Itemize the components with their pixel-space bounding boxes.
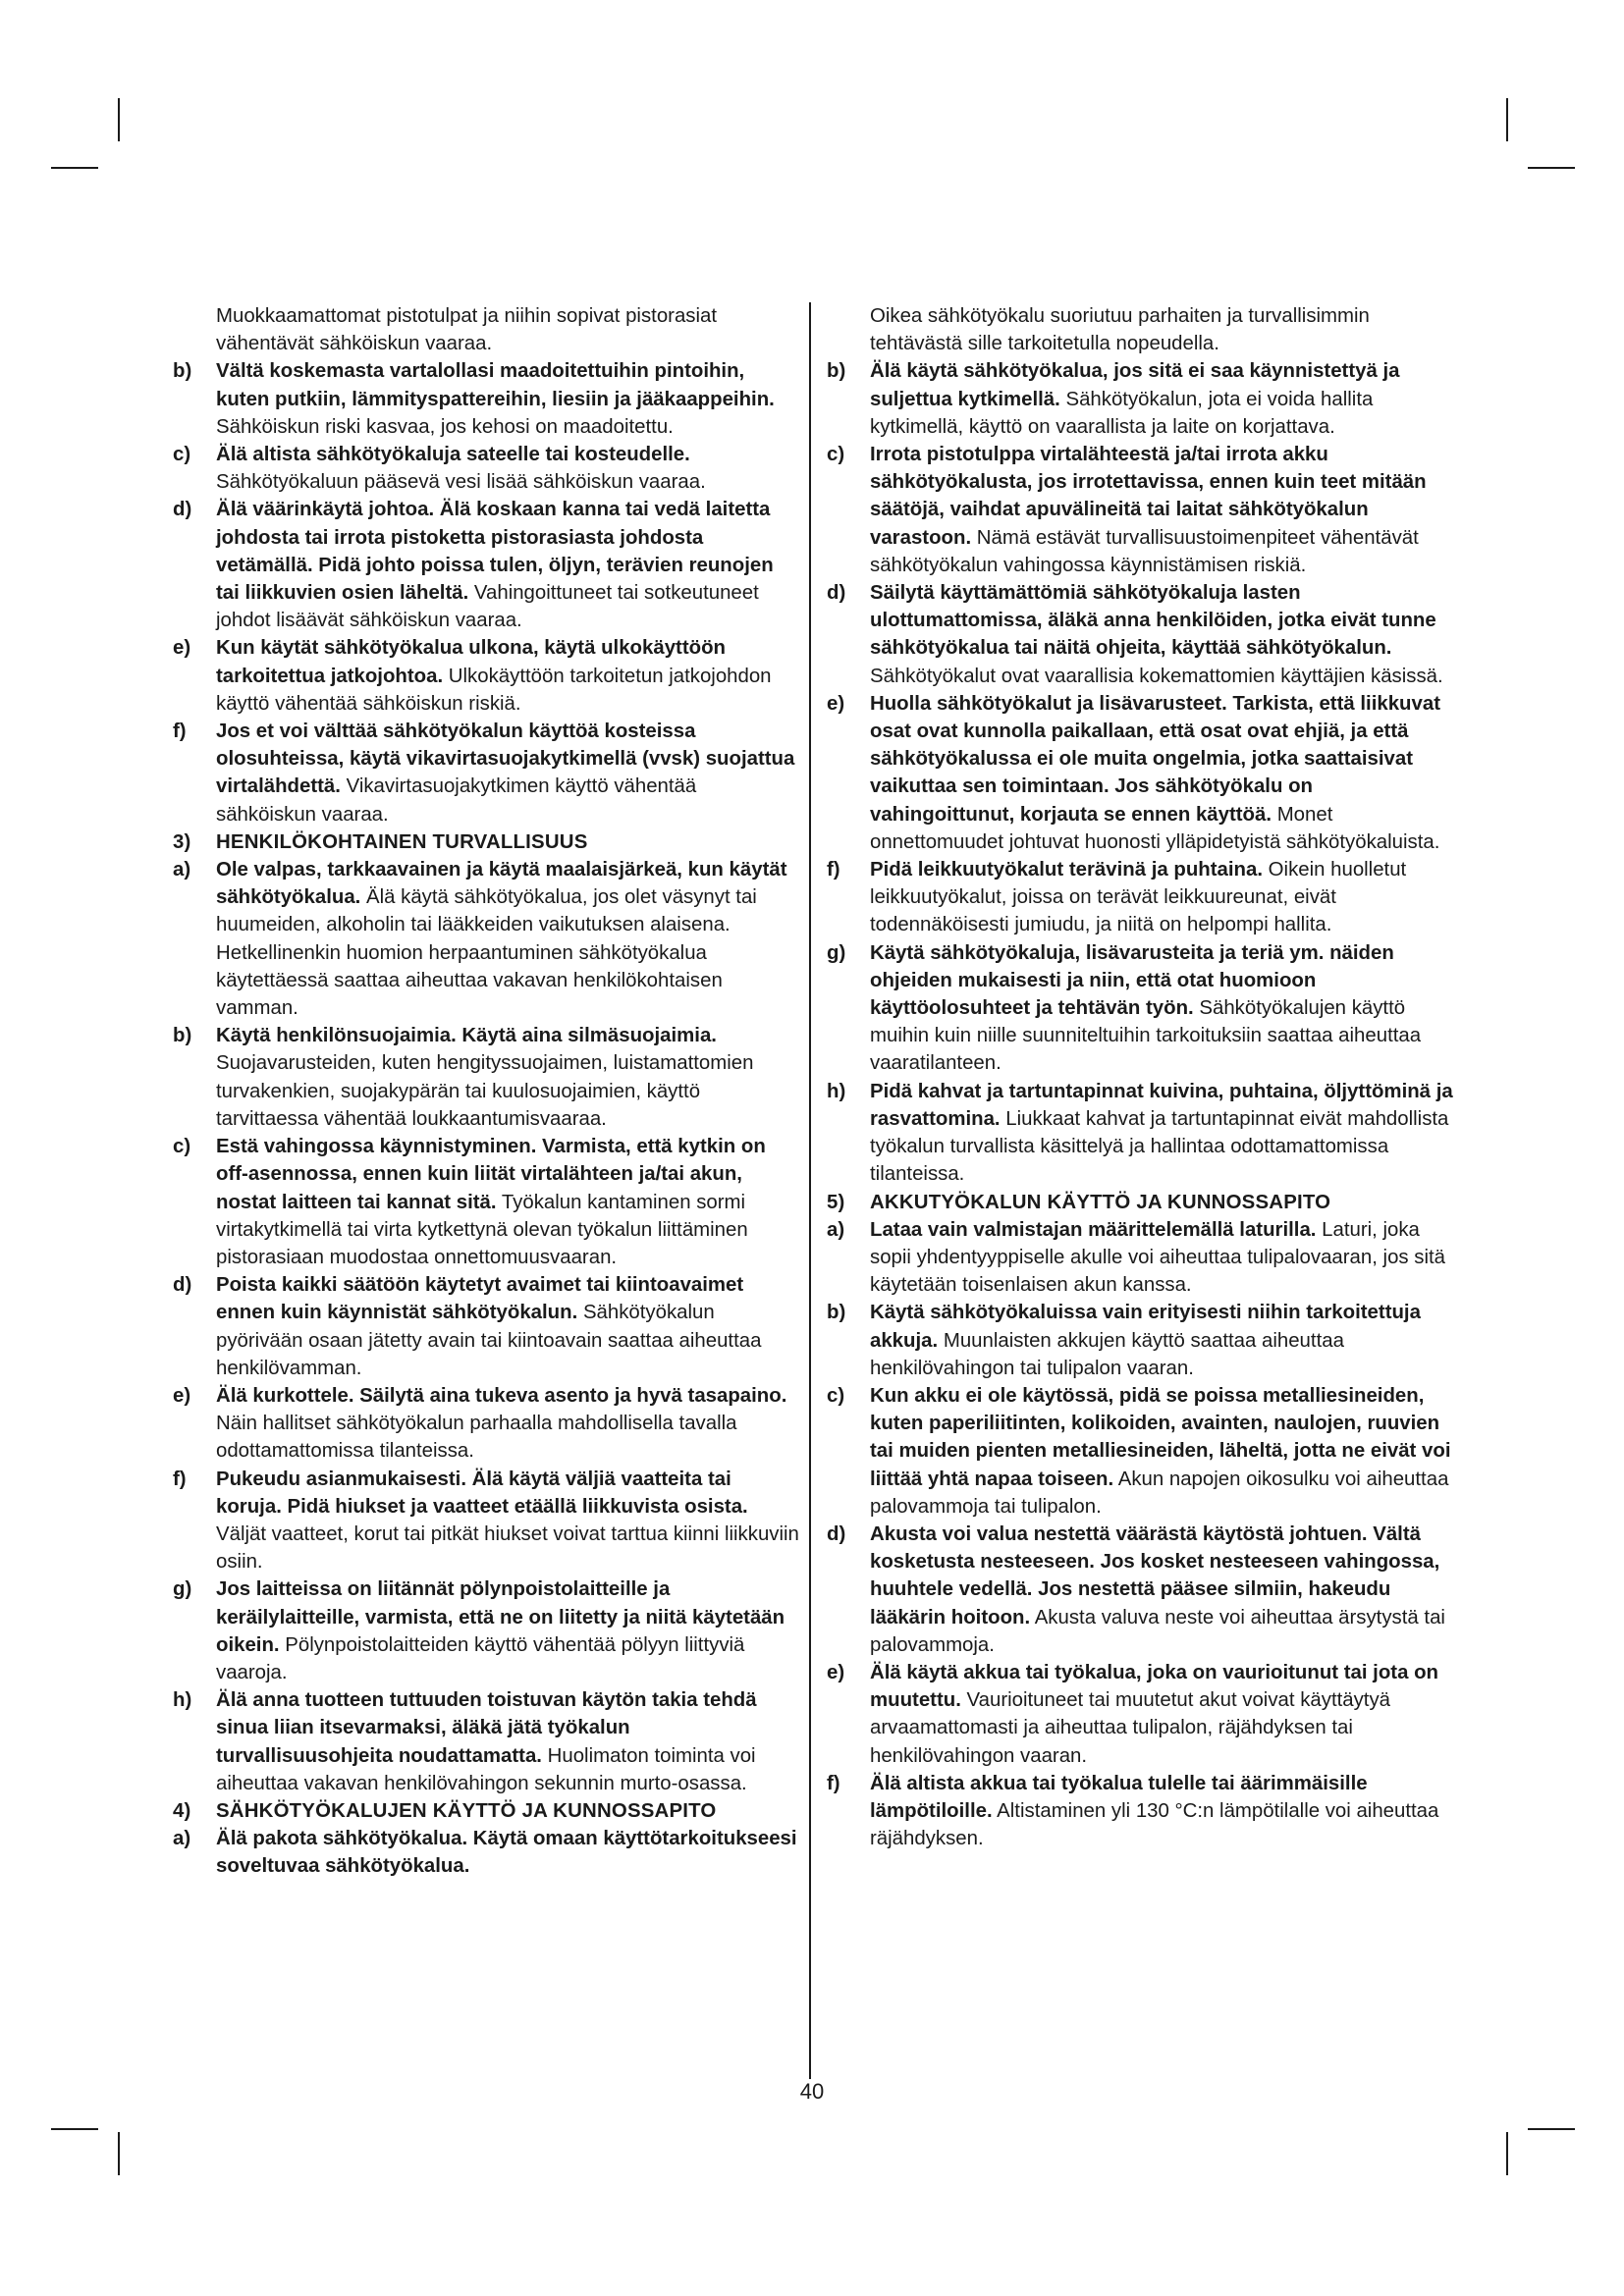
left-items-section-2	[173, 357, 801, 828]
item-body-text: Ulkokäyttöön tarkoitetun jatkojohdon käyttö vähentää sähköiskun riskiä.	[216, 665, 772, 715]
item-label: c)	[173, 444, 191, 466]
item-label: d)	[827, 582, 846, 605]
item-label: e)	[827, 1661, 845, 1683]
item-bold-text: Säilytä käyttämättömiä sähkötyökaluja lasten ulottumattomissa, äläkä anna henkilöiden, jotka eivät tunne sähkötyökalua tai näitä ohjeita, käyttää sähkötyökalun.	[870, 582, 1436, 660]
item-body-text: Sähkötyökalut ovat vaarallisia kokemattomien käyttäjien käsissä.	[870, 665, 1443, 687]
crop-mark-bottom-left-vertical	[118, 2132, 120, 2175]
item-label: e)	[173, 637, 191, 660]
instruction-item	[173, 718, 801, 828]
crop-mark-top-left-horizontal	[51, 167, 98, 169]
instruction-item	[827, 579, 1455, 690]
item-body-text: Sähkötyökaluun pääsevä vesi lisää sähköiskun vaaraa.	[216, 471, 706, 494]
item-bold-text: Lataa vain valmistajan määrittelemällä laturilla.	[870, 1218, 1317, 1241]
instruction-item	[173, 1133, 801, 1271]
item-label: b)	[827, 360, 846, 383]
instruction-item	[827, 441, 1455, 579]
item-body-text: Akusta valuva neste voi aiheuttaa ärsytystä tai palovammoja.	[870, 1606, 1445, 1656]
item-bold-text: Irrota pistotulppa virtalähteestä ja/tai irrota akku sähkötyökalusta, jos irrotettavissa, ennen kuin teet mitään säätöjä, vaihdat apuvälineitä tai laitat sähkötyökalun varastoon.	[870, 444, 1427, 549]
left-items-section-3	[173, 856, 801, 1797]
left-column	[173, 302, 801, 1881]
item-body-text: Huolimaton toiminta voi aiheuttaa vakavan henkilövahingon sekunnin murto-osassa.	[216, 1744, 756, 1794]
item-label: a)	[173, 859, 191, 881]
item-bold-text: Pidä leikkuutyökalut terävinä ja puhtaina.	[870, 859, 1263, 881]
section-3-heading: 3) HENKILÖKOHTAINEN TURVALLISUUS	[173, 830, 588, 853]
item-bold-text: Poista kaikki säätöön käytetyt avaimet tai kiintoavaimet ennen kuin käynnistät sähkötyökalun.	[216, 1274, 744, 1324]
instruction-item	[827, 1299, 1455, 1382]
item-bold-text: Vältä koskemasta vartalollasi maadoitettuihin pintoihin, kuten putkiin, lämmityspattereihin, liesiin ja jääkaappeihin.	[216, 360, 775, 410]
instruction-item	[173, 856, 801, 1022]
instruction-item	[827, 1078, 1455, 1189]
item-bold-text: Ole valpas, tarkkaavainen ja käytä maalaisjärkeä, kun käytät sähkötyökalua.	[216, 859, 787, 909]
page-number: 40	[799, 2079, 825, 2104]
item-bold-text: Pukeudu asianmukaisesti. Älä käytä väljiä vaatteita tai koruja. Pidä hiukset ja vaatteet etäällä liikkuvista osista.	[216, 1468, 748, 1518]
item-body-text: Sähkötyökalujen käyttö muihin kuin niille suunniteltuihin tarkoituksiin saattaa aiheuttaa vaaratilanteen.	[870, 997, 1422, 1075]
item-bold-text: Käytä henkilönsuojaimia. Käytä aina silmäsuojaimia.	[216, 1025, 717, 1047]
item-label: b)	[827, 1302, 846, 1324]
item-body-text: Sähköiskun riski kasvaa, jos kehosi on maadoitettu.	[216, 415, 674, 438]
item-bold-text: Jos et voi välttää sähkötyökalun käyttöä kosteissa olosuhteissa, käytä vikavirtasuojakytkimellä (vvsk) suojattua virtalähdettä.	[216, 721, 795, 798]
item-label: f)	[827, 859, 840, 881]
instruction-item	[827, 357, 1455, 441]
instruction-item	[173, 1022, 801, 1133]
right-items-section-5	[827, 1216, 1455, 1853]
item-label: e)	[173, 1384, 191, 1407]
item-label: f)	[173, 1468, 187, 1490]
item-label: f)	[173, 721, 187, 743]
instruction-item	[173, 1575, 801, 1686]
instruction-item	[827, 1382, 1455, 1521]
item-bold-text: Käytä sähkötyökaluissa vain erityisesti niihin tarkoitettuja akkuja.	[870, 1302, 1421, 1352]
item-body-text: Laturi, joka sopii yhdentyyppiselle akulle voi aiheuttaa tulipalovaaran, jos sitä käytetään toisenlaisen akun kanssa.	[870, 1218, 1446, 1297]
item-body-text: Työkalun kantaminen sormi virtakytkimellä tai virta kytkettynä olevan työkalun liittäminen pistorasiaan muodostaa onnettomuusvaaran.	[216, 1191, 748, 1268]
item-bold-text: Kun käytät sähkötyökalua ulkona, käytä ulkokäyttöön tarkoitettua jatkojohtoa.	[216, 637, 726, 687]
item-label: d)	[827, 1522, 846, 1545]
instruction-item	[173, 1271, 801, 1382]
item-body-text: Pölynpoistolaitteiden käyttö vähentää pölyyn liittyviä vaaroja.	[216, 1633, 745, 1683]
item-bold-text: Akusta voi valua nestettä väärästä käytöstä johtuen. Vältä kosketusta nesteeseen. Jos kosket nesteeseen vahingossa, huuhtele vedellä. Jos nestettä pääsee silmiin, hakeudu lääkärin hoitoon.	[870, 1522, 1440, 1629]
item-label: h)	[827, 1080, 846, 1102]
item-body-text: Älä käytä sähkötyökalua, jos olet väsynyt tai huumeiden, alkoholin tai lääkkeiden vaikutuksen alaisena. Hetkellinenkin huomion herpaantuminen sähkötyökalua käytettäessä saattaa aiheuttaa vakavan henkilökohtaisen vamman.	[216, 886, 757, 1020]
item-label: e)	[827, 692, 845, 715]
column-divider	[809, 302, 811, 2079]
item-label: d)	[173, 1274, 192, 1297]
section-4-heading: 4) SÄHKÖTYÖKALUJEN KÄYTTÖ JA KUNNOSSAPITO	[173, 1799, 717, 1822]
item-body-text: Vahingoittuneet tai sotkeutuneet johdot lisäävät sähköiskun vaaraa.	[216, 582, 759, 632]
item-label: g)	[173, 1578, 192, 1601]
item-body-text: Sähkötyökalun pyörivään osaan jätetty avain tai kiintoavain saattaa aiheuttaa henkilövamman.	[216, 1302, 762, 1379]
instruction-item	[827, 690, 1455, 856]
item-body-text: Oikein huolletut leikkuutyökalut, joissa on terävät leikkuureunat, eivät todennäköisesti jumiudu, ja niitä on helpompi hallita.	[870, 859, 1407, 936]
item-bold-text: Älä altista akkua tai työkalua tulelle tai äärimmäisille lämpötiloille.	[870, 1772, 1368, 1822]
left-intro: Muokkaamattomat pistotulpat ja niihin sopivat pistorasiat vähentävät sähköiskun vaaraa.	[216, 305, 718, 355]
item-label: d)	[173, 499, 192, 521]
crop-mark-top-right-horizontal	[1528, 167, 1575, 169]
instruction-item	[173, 1382, 801, 1466]
item-bold-text: Älä käytä sähkötyökalua, jos sitä ei saa käynnistettyä ja suljettua kytkimellä.	[870, 360, 1400, 410]
instruction-item	[827, 1659, 1455, 1770]
item-bold-text: Huolla sähkötyökalut ja lisävarusteet. Tarkista, että liikkuvat osat ovat kunnolla paikallaan, että osat ovat ehjiä, ja että sähkötyökalussa ei ole muita ongelmia, jotka saattaisivat vaikuttaa sen toimintaan. Jos sähkötyökalu on vahingoittunut, korjauta se ennen käyttöä.	[870, 692, 1440, 826]
instruction-item	[173, 357, 801, 441]
item-body-text: Muunlaisten akkujen käyttö saattaa aiheuttaa henkilövahingon tai tulipalon vaaran.	[870, 1329, 1344, 1379]
item-body-text: Näin hallitset sähkötyökalun parhaalla mahdollisella tavalla odottamattomissa tilanteissa.	[216, 1413, 737, 1463]
crop-mark-bottom-right-horizontal	[1528, 2128, 1575, 2130]
instruction-item	[173, 634, 801, 718]
item-bold-text: Estä vahingossa käynnistyminen. Varmista, että kytkin on off-asennossa, ennen kuin liität virtalähteen ja/tai akun, nostat laitteen tai kannat sitä.	[216, 1136, 766, 1213]
instruction-item	[827, 939, 1455, 1078]
instruction-item	[173, 1825, 801, 1880]
instruction-item	[827, 856, 1455, 939]
item-bold-text: Kun akku ei ole käytössä, pidä se poissa metalliesineiden, kuten paperiliitinten, kolikoiden, avainten, naulojen, ruuvien tai muiden pienten metalliesineiden, läheltä, jotta ne eivät voi liittää yhtä napaa toiseen.	[870, 1384, 1451, 1490]
instruction-item	[173, 496, 801, 634]
item-bold-text: Älä kurkottele. Säilytä aina tukeva asento ja hyvä tasapaino.	[216, 1384, 787, 1407]
item-body-text: Liukkaat kahvat ja tartuntapinnat eivät mahdollista työkalun turvallista käsittelyä ja hallintaa odottamattomissa tilanteissa.	[870, 1107, 1449, 1186]
item-label: c)	[827, 1384, 845, 1407]
item-bold-text: Pidä kahvat ja tartuntapinnat kuivina, puhtaina, öljyttöminä ja rasvattomina.	[870, 1080, 1453, 1130]
item-bold-text: Jos laitteissa on liitännät pölynpoistolaitteille ja keräilylaitteille, varmista, että ne on liitetty ja niitä käytetään oikein.	[216, 1578, 785, 1656]
item-bold-text: Käytä sähkötyökaluja, lisävarusteita ja teriä ym. näiden ohjeiden mukaisesti ja niin, että otat huomioon käyttöolosuhteet ja tehtävän työn.	[870, 941, 1394, 1020]
item-bold-text: Älä anna tuotteen tuttuuden toistuvan käytön takia tehdä sinua liian itsevarmaksi, äläkä jätä työkalun turvallisuusohjeita noudattamatta.	[216, 1689, 757, 1767]
item-label: b)	[173, 360, 192, 383]
right-column	[827, 302, 1455, 1852]
left-items-section-4	[173, 1825, 801, 1880]
item-bold-text: Älä altista sähkötyökaluja sateelle tai kosteudelle.	[216, 444, 690, 466]
right-items-section-4	[827, 357, 1455, 1188]
item-label: a)	[173, 1828, 191, 1850]
item-label: h)	[173, 1689, 192, 1712]
item-body-text: Vaurioituneet tai muutetut akut voivat käyttäytyä arvaamattomasti ja aiheuttaa tulipalon, räjähdyksen tai henkilövahingon vaaran.	[870, 1689, 1391, 1767]
item-label: f)	[827, 1772, 840, 1794]
crop-mark-top-left-vertical	[118, 98, 120, 141]
item-bold-text: Älä käytä akkua tai työkalua, joka on vaurioitunut tai jota on muutettu.	[870, 1661, 1439, 1712]
item-label: a)	[827, 1218, 845, 1241]
instruction-item	[827, 1216, 1455, 1300]
item-label: c)	[827, 444, 845, 466]
item-bold-text: Älä väärinkäytä johtoa. Älä koskaan kanna tai vedä laitetta johdosta tai irrota pistoketta pistorasiasta johdosta vetämällä. Pidä johto poissa tulen, öljyn, terävien reunojen tai liikkuvien osien läheltä.	[216, 499, 774, 605]
crop-mark-top-right-vertical	[1506, 98, 1508, 141]
item-body-text: Väljät vaatteet, korut tai pitkät hiukset voivat tarttua kiinni liikkuviin osiin.	[216, 1522, 799, 1574]
instruction-item	[827, 1521, 1455, 1659]
item-bold-text: Älä pakota sähkötyökalua. Käytä omaan käyttötarkoitukseesi soveltuvaa sähkötyökalua.	[216, 1828, 797, 1878]
item-body-text: Monet onnettomuudet johtuvat huonosti ylläpidetyistä sähkötyökaluista.	[870, 803, 1440, 853]
item-body-text: Altistaminen yli 130 °C:n lämpötilalle voi aiheuttaa räjähdyksen.	[870, 1799, 1439, 1850]
item-body-text: Vikavirtasuojakytkimen käyttö vähentää sähköiskun vaaraa.	[216, 775, 697, 826]
crop-mark-bottom-right-vertical	[1506, 2132, 1508, 2175]
item-body-text: Sähkötyökalun, jota ei voida hallita kytkimellä, käyttö on vaarallista ja laite on korjattava.	[870, 388, 1374, 438]
item-label: g)	[827, 941, 846, 964]
crop-mark-bottom-left-horizontal	[51, 2128, 98, 2130]
item-body-text: Suojavarusteiden, kuten hengityssuojaimen, luistamattomien turvakenkien, suojakypärän tai kuulosuojaimien, käyttö tarvittaessa vähentää loukkaantumisvaaraa.	[216, 1052, 754, 1130]
item-label: b)	[173, 1025, 192, 1047]
right-intro: Oikea sähkötyökalu suoriutuu parhaiten ja turvallisimmin tehtävästä sille tarkoitetulla nopeudella.	[870, 305, 1370, 355]
instruction-item	[827, 1770, 1455, 1853]
item-body-text: Akun napojen oikosulku voi aiheuttaa palovammoja tai tulipalon.	[870, 1468, 1449, 1518]
instruction-item	[173, 1686, 801, 1797]
item-body-text: Nämä estävät turvallisuustoimenpiteet vähentävät sähkötyökalun vahingossa käynnistämisen riskiä.	[870, 526, 1419, 576]
item-label: c)	[173, 1136, 191, 1158]
instruction-item	[173, 1466, 801, 1576]
section-5-heading: 5) AKKUTYÖKALUN KÄYTTÖ JA KUNNOSSAPITO	[827, 1191, 1331, 1213]
instruction-item	[173, 441, 801, 496]
